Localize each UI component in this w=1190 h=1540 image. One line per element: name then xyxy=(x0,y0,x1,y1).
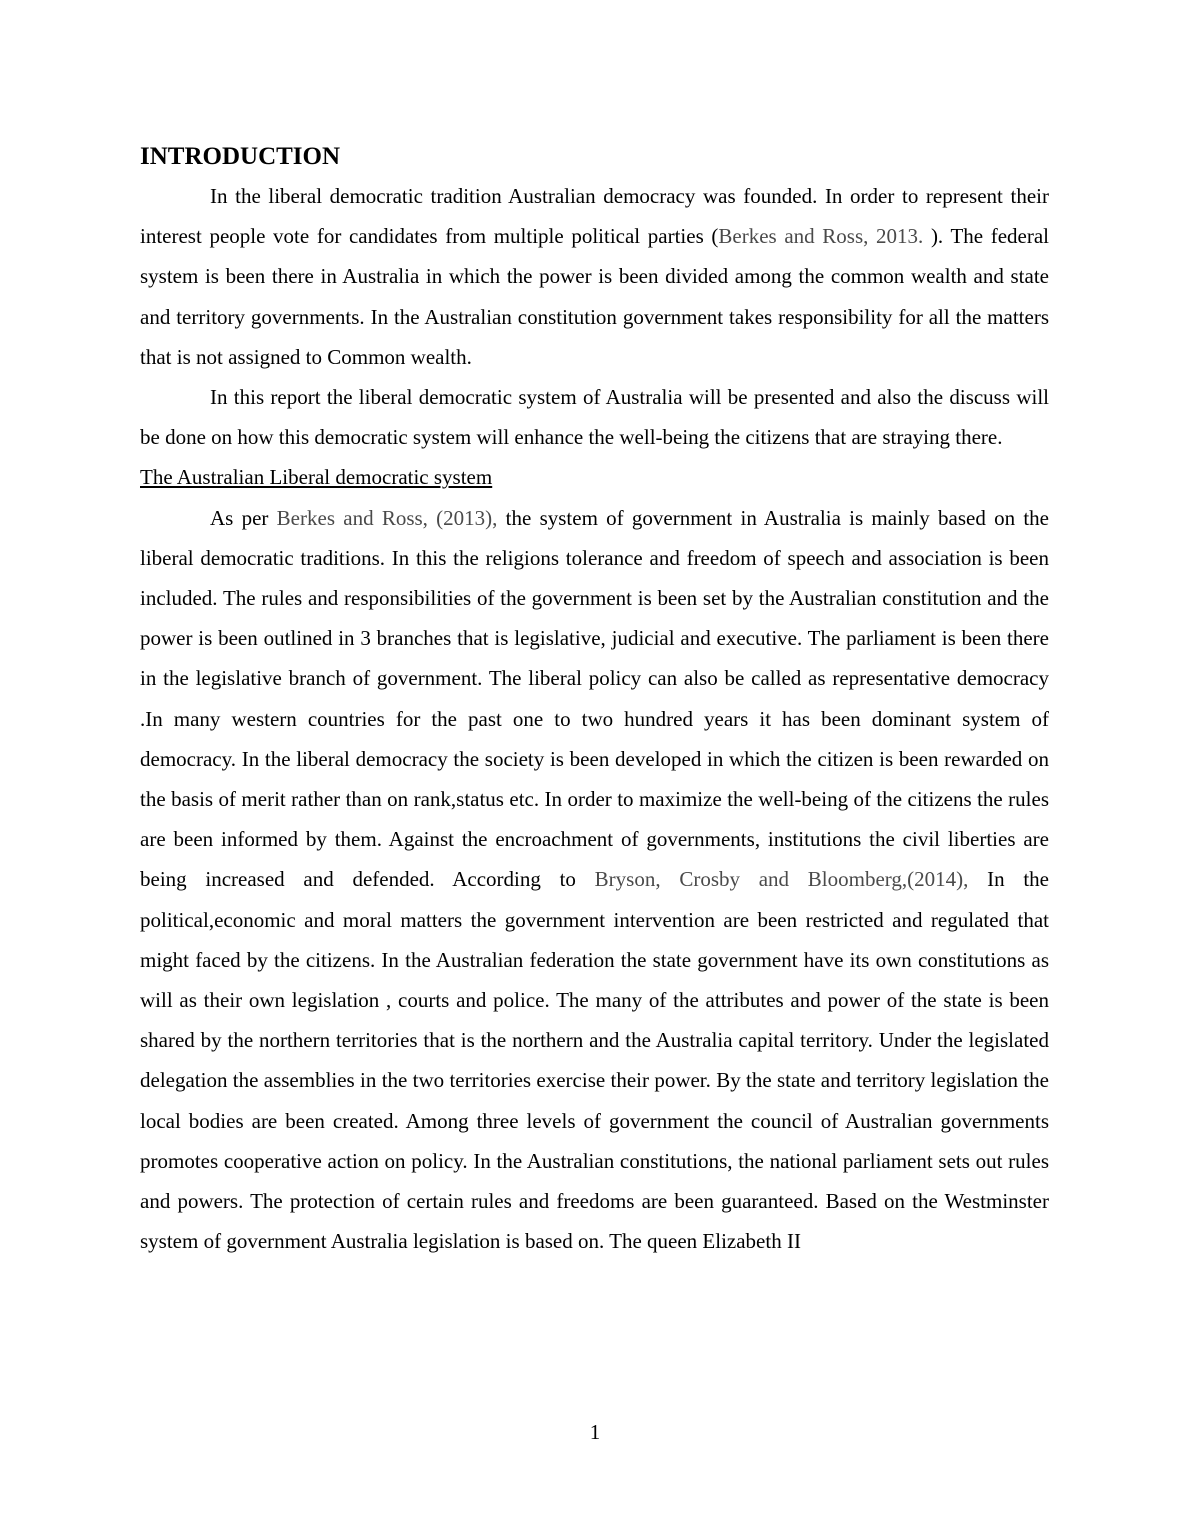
section-heading: The Australian Liberal democratic system xyxy=(140,465,493,490)
body-p1-part1: As per xyxy=(210,505,277,530)
body-p1-part2: the system of government in Australia is mainly based on the liberal democratic traditions. In this the religions tolerance and freedom of speech and association is been included. The rules and responsibilities of the government is been set by the Australian constitution and the power is been outlined in 3 branches that is legislative, judicial and executive. The parliament is been there in the legislative branch of government. The liberal policy can also be called as representative democracy .In many western countries for the past one to two hundred years it has been dominant system of democracy. In the liberal democracy the society is been developed in which the citizen is been rewarded on the basis of merit rather than on rank,status etc. In order to maximize the well-being of the citizens the rules are been informed by them. Against the encroachment of governments, institutions the civil liberties are being increased and defended. According to xyxy=(140,505,1049,892)
intro-paragraph-2: In this report the liberal democratic system of Australia will be presented and also the discuss will be done on how this democratic system will enhance the well-being the citizens that are straying there. xyxy=(140,385,1049,450)
body-p1-part3: In the political,economic and moral matters the government intervention are been restricted and regulated that might faced by the citizens. In the Australian federation the state government have its own constitutions as will as their own legislation , courts and police. The many of the attributes and power of the state is been shared by the northern territories that is the northern and the Australia capital territory. Under the legislated delegation the assemblies in the two territories exercise their power. By the state and territory legislation the local bodies are been created. Among three levels of government the council of Australian governments promotes cooperative action on policy. In the Australian constitutions, the national parliament sets out rules and powers. The protection of certain rules and freedoms are been guaranteed. Based on the Westminster system of government Australia legislation is based on. The queen Elizabeth II xyxy=(140,867,1050,1254)
page-number: 1 xyxy=(589,1420,601,1444)
body-paragraph-1 xyxy=(140,498,1049,1262)
intro-p1-text-after: ). The federal system is been there in Australia in which the power is been divided among the common wealth and state and territory governments. In the Australian constitution government takes responsibility for all the matters that is not assigned to Common wealth. xyxy=(140,224,1050,369)
introduction-heading: INTRODUCTION xyxy=(140,143,341,170)
page-content xyxy=(140,140,1049,1261)
intro-p1-text-before: In the liberal democratic tradition Australian democracy was founded. In order to represent their interest people vote for candidates from multiple political parties ( xyxy=(140,184,1049,249)
intro-paragraph-1 xyxy=(140,176,1049,377)
body-p1-citation-2: Bryson, Crosby and Bloomberg,(2014), xyxy=(594,867,969,892)
intro-p1-citation: Berkes and Ross, 2013. xyxy=(718,224,931,249)
body-p1-citation-1: Berkes and Ross, (2013), xyxy=(276,505,498,530)
